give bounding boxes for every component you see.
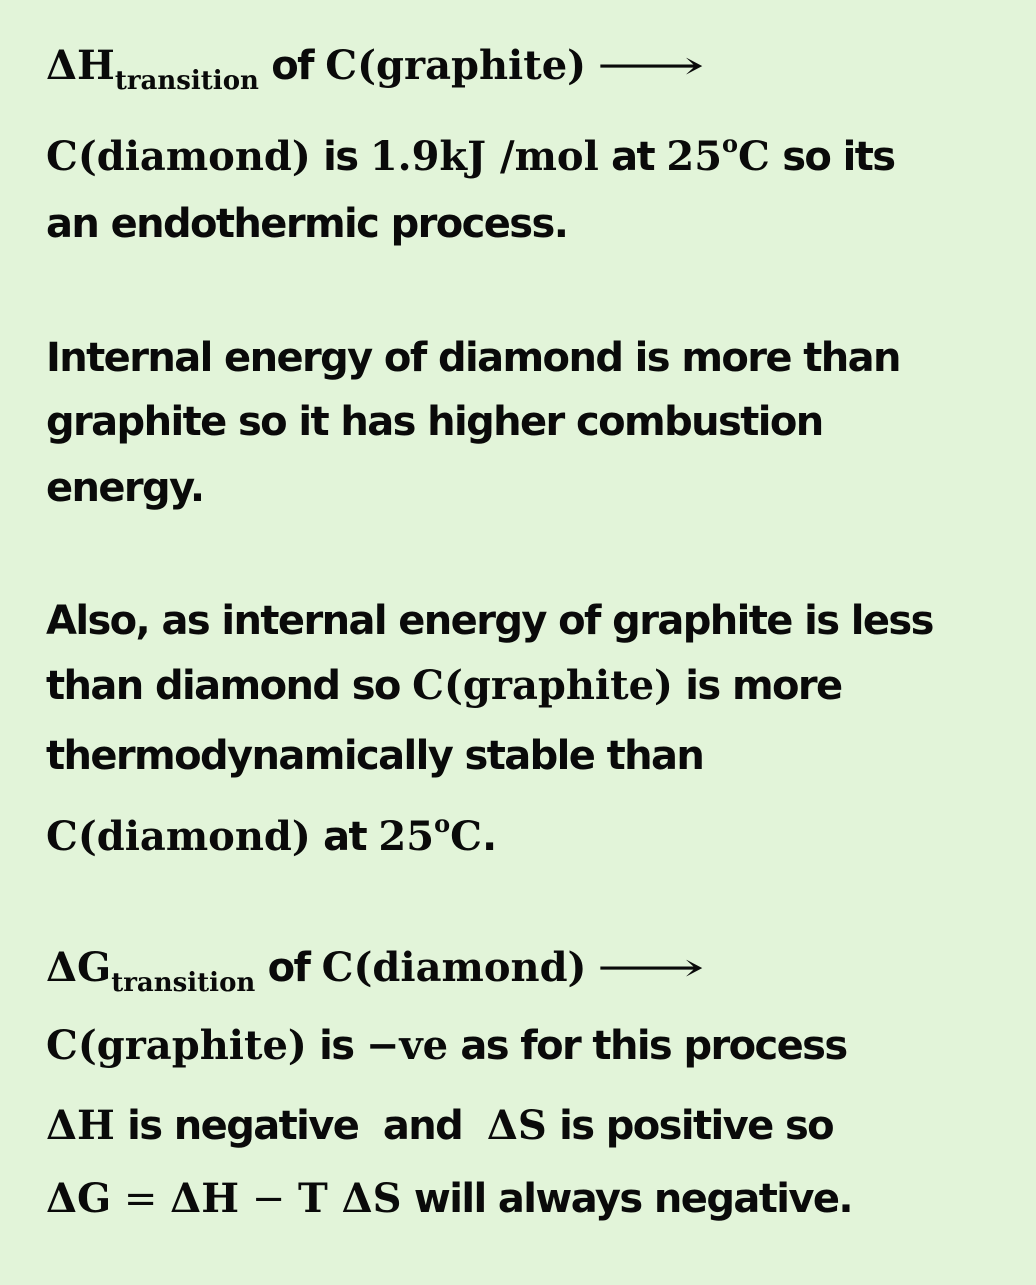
text: of — [255, 945, 322, 991]
delta-h-symbol: ΔH — [170, 1175, 239, 1222]
text: thermodynamically stable than — [46, 733, 704, 779]
text: is — [310, 134, 370, 180]
text: is — [306, 1023, 366, 1069]
minus-operator: − — [238, 1176, 298, 1222]
text: will always negative. — [401, 1176, 852, 1222]
text: graphite so it has higher combustion — [46, 399, 823, 445]
enthalpy-value: 1.9kJ /mol — [369, 133, 599, 180]
degree-superscript: o — [434, 809, 451, 838]
text: is more — [672, 663, 842, 709]
p2-line2 — [46, 394, 823, 450]
text: than diamond so — [46, 663, 413, 709]
delta-s-symbol: ΔS — [486, 1102, 547, 1149]
delta-h-symbol: ΔH — [46, 42, 115, 89]
text: an endothermic process. — [46, 201, 568, 247]
delta-h-symbol: ΔH — [46, 1102, 115, 1149]
delta-g-symbol: ΔG — [46, 1175, 112, 1222]
p2-line3 — [46, 460, 204, 516]
p4-line3 — [46, 1098, 833, 1154]
text: is negative and — [114, 1103, 487, 1149]
p4-line4 — [46, 1171, 852, 1227]
p3-line2 — [46, 658, 842, 714]
p3-line4 — [46, 796, 496, 865]
text: energy. — [46, 465, 204, 511]
graphite-formula: C(graphite) — [46, 1022, 307, 1069]
text: is positive so — [546, 1103, 834, 1149]
text: at — [598, 134, 667, 180]
p4-line1 — [46, 940, 706, 1011]
p2-line1 — [46, 330, 900, 386]
transition-subscript: transition — [111, 968, 256, 998]
degree-superscript: o — [722, 129, 739, 158]
equals-operator: = — [111, 1176, 171, 1222]
diamond-formula: C(diamond) — [321, 944, 587, 991]
diamond-formula: C(diamond) — [46, 813, 311, 860]
celsius-unit: C — [738, 133, 770, 180]
graphite-formula: C(graphite) — [325, 42, 587, 89]
right-arrow-icon: ⟶ — [596, 43, 706, 89]
temperature-value: 25 — [666, 133, 723, 180]
text: of — [258, 43, 326, 89]
transition-subscript: transition — [114, 66, 259, 96]
temperature-value: 25 — [378, 813, 435, 860]
delta-g-symbol: ΔG — [46, 944, 112, 991]
right-arrow-icon: ⟶ — [596, 945, 706, 991]
p3-line3 — [46, 728, 703, 784]
diamond-formula: C(diamond) — [46, 133, 311, 180]
text: so its — [769, 134, 895, 180]
t-delta-s-term: T ΔS — [297, 1175, 402, 1222]
text: . — [481, 814, 496, 860]
graphite-formula: C(graphite) — [412, 662, 673, 709]
p4-line2 — [46, 1018, 847, 1074]
negative-sign-term: −ve — [365, 1022, 449, 1069]
text: as for this process — [448, 1023, 847, 1069]
p3-line1 — [46, 593, 933, 649]
text: at — [310, 814, 379, 860]
p1-line2 — [46, 116, 894, 185]
p1-line3 — [46, 196, 567, 252]
celsius-unit: C — [450, 813, 482, 860]
text: Also, as internal energy of graphite is less — [46, 598, 933, 644]
p1-line1 — [46, 38, 706, 109]
text: Internal energy of diamond is more than — [46, 335, 900, 381]
